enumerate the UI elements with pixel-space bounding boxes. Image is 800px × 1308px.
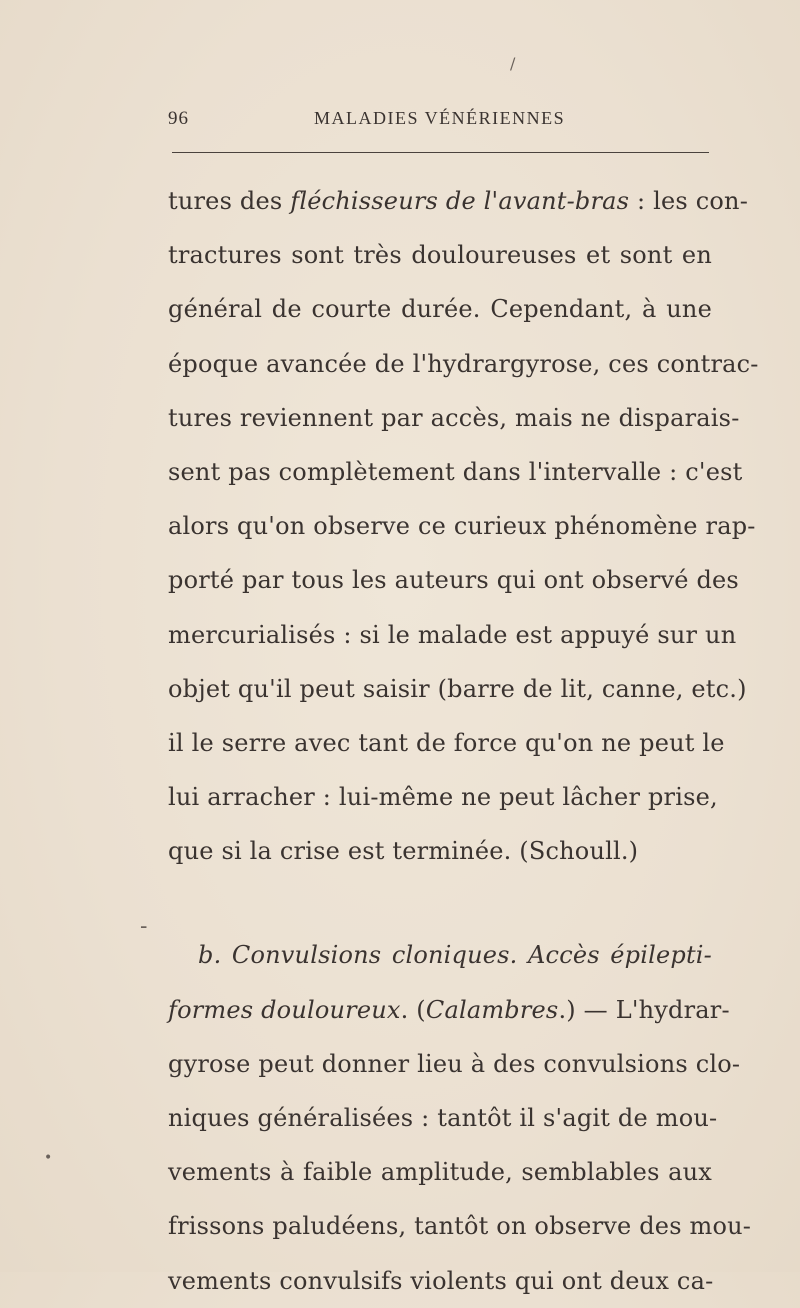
text-segment: : les con- — [629, 187, 749, 215]
text-line: vements à faible amplitude, semblables aux — [168, 1158, 712, 1187]
paragraph-gap — [168, 878, 712, 928]
body-text — [168, 174, 759, 1308]
text-line: alors qu'on observe ce curieux phénomène rap- — [168, 512, 756, 541]
running-title: MALADIES VÉNÉRIENNES — [314, 108, 566, 128]
text-line: tractures sont très douloureuses et sont en — [168, 241, 712, 270]
italic-segment: formes douloureux — [168, 995, 401, 1024]
text-line: niques généralisées : tantôt il s'agit de mou- — [168, 1104, 718, 1132]
text-line: tures reviennent par accès, mais ne disparais- — [168, 403, 740, 432]
text-line: lui arracher : lui-même ne peut lâcher prise, — [168, 783, 718, 812]
text-line: il le serre avec tant de force qu'on ne peut le — [168, 728, 725, 757]
text-line: vements convulsifs violents qui ont deux ca- — [168, 1266, 714, 1295]
header-rule — [172, 152, 709, 153]
text-segment: . ( — [400, 995, 426, 1024]
margin-dash: - — [140, 914, 148, 939]
text-line: époque avancée de l'hydrargyrose, ces contrac- — [168, 349, 759, 378]
text-line: gyrose peut donner lieu à des convulsions clo- — [168, 1049, 741, 1078]
text-line: général de courte durée. Cependant, à une — [168, 295, 712, 324]
stray-dot: • — [44, 1150, 53, 1166]
text-line: porté par tous les auteurs qui ont observé des — [168, 566, 739, 595]
text-line: objet qu'il peut saisir (barre de lit, canne, etc.) — [168, 674, 747, 703]
italic-segment: Calambres — [425, 995, 559, 1024]
italic-segment: fléchisseurs de l'avant-bras — [290, 187, 630, 215]
stray-mark: / — [510, 54, 516, 73]
section-heading-line: b. Convulsions cloniques. Accès épilepti- — [198, 941, 712, 970]
text-line: que si la crise est terminée. (Schoull.) — [168, 837, 639, 866]
text-line — [168, 174, 749, 228]
text-line — [168, 983, 730, 1037]
text-line: mercurialisés : si le malade est appuyé sur un — [168, 620, 737, 649]
text-segment: tures des — [168, 187, 291, 215]
page-header — [168, 100, 712, 140]
text-line: sent pas complètement dans l'intervalle : c'est — [168, 457, 743, 486]
text-line: frissons paludéens, tantôt on observe des mou- — [168, 1212, 752, 1241]
text-segment: .) — L'hydrar- — [558, 995, 730, 1024]
page-number: 96 — [168, 108, 189, 129]
